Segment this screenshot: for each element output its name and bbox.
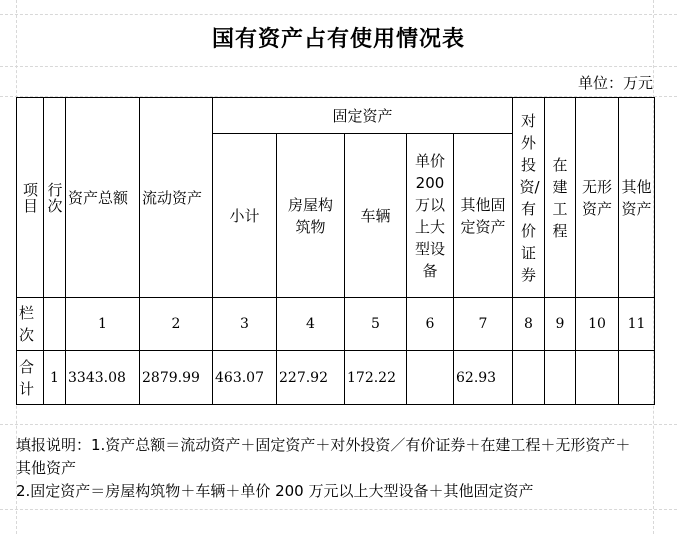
header-item: 项目 — [17, 98, 44, 298]
header-vehicles: 车辆 — [345, 134, 407, 298]
page-title: 国有资产占有使用情况表 — [211, 26, 465, 52]
filling-notes — [16, 434, 636, 503]
grid-line — [0, 424, 677, 425]
total-row-label: 合计 — [17, 351, 44, 404]
grid-line — [0, 509, 677, 510]
column-number-label: 栏次 — [17, 298, 44, 351]
column-number: 1 — [66, 298, 140, 351]
column-number: 7 — [454, 298, 513, 351]
other-assets-value — [619, 351, 654, 404]
column-number: 2 — [140, 298, 213, 351]
column-number: 5 — [345, 298, 407, 351]
column-number: 4 — [277, 298, 345, 351]
investments-value — [513, 351, 545, 404]
column-number: 6 — [407, 298, 454, 351]
header-current-assets: 流动资产 — [140, 98, 213, 298]
header-intangible: 无形资产 — [576, 98, 619, 298]
current-assets-value: 2879.99 — [140, 351, 213, 404]
vehicles-value: 172.22 — [345, 351, 407, 404]
column-number: 11 — [619, 298, 654, 351]
header-construction: 在建工程 — [545, 98, 576, 298]
total-row-number: 1 — [44, 351, 66, 404]
header-fixed-assets: 固定资产 — [213, 98, 513, 134]
subtotal-value: 463.07 — [213, 351, 277, 404]
construction-value — [545, 351, 576, 404]
grid-line — [0, 66, 677, 67]
asset-table — [16, 97, 655, 405]
intangible-value — [576, 351, 619, 404]
header-total-assets: 资产总额 — [66, 98, 140, 298]
unit-label: 单位：万元 — [577, 74, 653, 92]
column-number-blank — [44, 298, 66, 351]
header-row-number: 行次 — [44, 98, 66, 298]
header-subtotal: 小计 — [213, 134, 277, 298]
header-other-assets: 其他资产 — [619, 98, 654, 298]
column-number: 10 — [576, 298, 619, 351]
header-investments: 对外投资/有价证券 — [513, 98, 545, 298]
total-assets-value: 3343.08 — [66, 351, 140, 404]
column-number: 3 — [213, 298, 277, 351]
header-large-equipment: 单价200万以上大型设备 — [407, 134, 454, 298]
note-line-1: 填报说明：1.资产总额＝流动资产＋固定资产＋对外投资／有价证券＋在建工程＋无形资产＋其他资产 — [16, 436, 631, 477]
buildings-value: 227.92 — [277, 351, 345, 404]
note-line-2: 2.固定资产＝房屋构筑物＋车辆＋单价 200 万元以上大型设备＋其他固定资产 — [16, 482, 534, 500]
column-number: 9 — [545, 298, 576, 351]
column-number: 8 — [513, 298, 545, 351]
header-buildings: 房屋构筑物 — [277, 134, 345, 298]
grid-line — [0, 14, 677, 15]
large-equipment-value — [407, 351, 454, 404]
header-other-fixed: 其他固定资产 — [454, 134, 513, 298]
other-fixed-value: 62.93 — [454, 351, 513, 404]
